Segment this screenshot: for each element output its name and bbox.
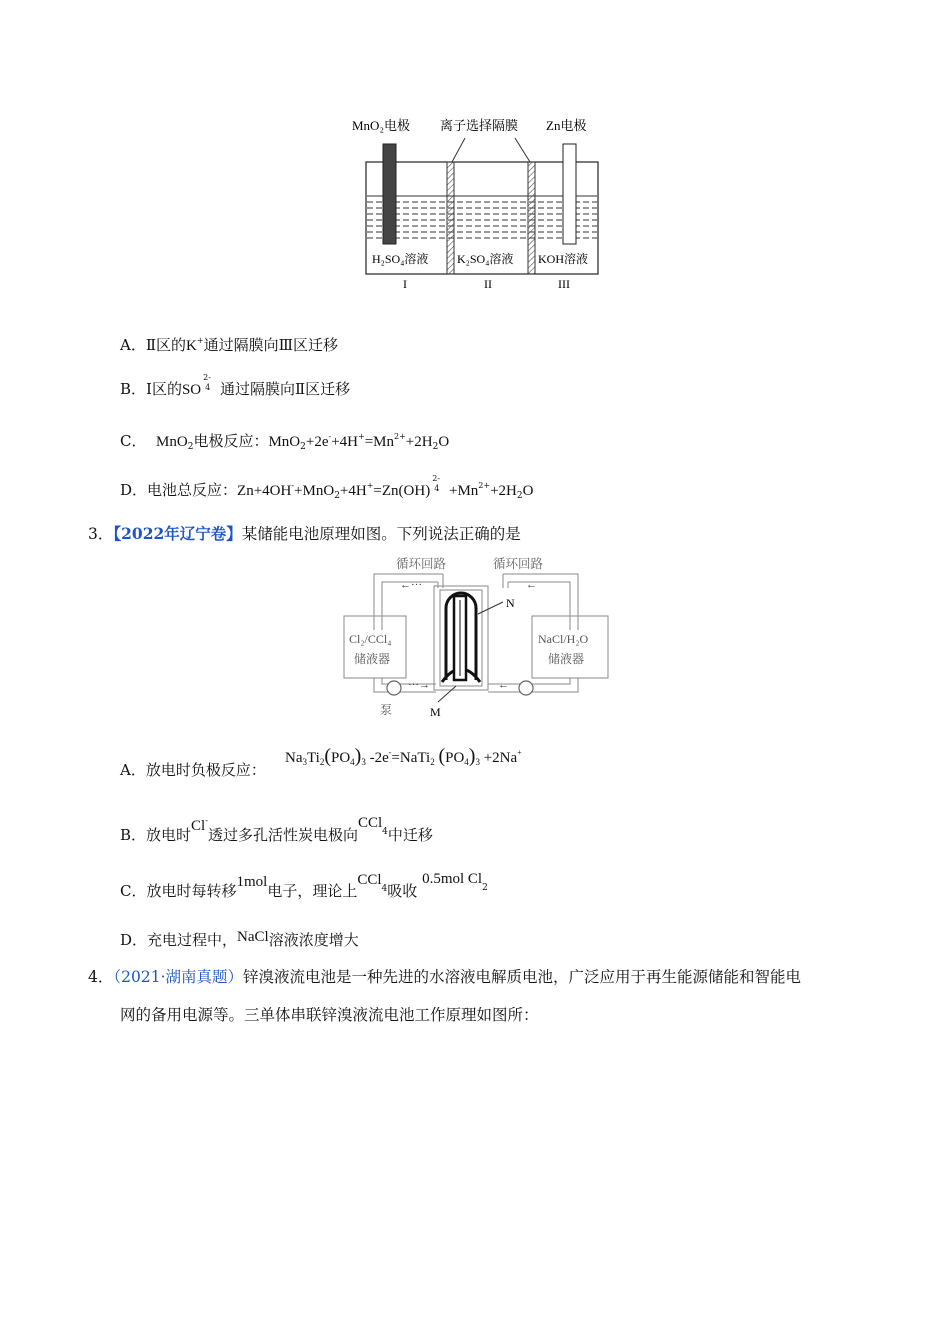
q3-option-b[interactable]: B．放电时Cl-透过多孔活性炭电极向CCl$^4$中迁移 [120,815,433,844]
membrane-pointer-right [515,138,530,162]
pump-right [519,681,533,695]
right-tank-label-2: 储液器 [548,652,585,666]
mno2-electrode [383,144,396,244]
zn-electrode [563,144,576,244]
q2-option-b[interactable]: B．Ⅰ区的SO 2- 4 通过隔膜向Ⅱ区迁移 [120,373,351,398]
label-zn-electrode: Zn电极 [546,118,587,133]
label-pump: 泵 [380,703,393,717]
label-k2so4-solution: K₂SO₄溶液 [457,252,514,266]
q3-option-c[interactable]: C．放电时每转移1mol电子，理论上CCl$^4$吸收 0.5mol Cl$^2$ [120,871,488,900]
q2-option-c[interactable]: C． MnO$_2$电极反应：$MnO_2+2e^-+4H^+=Mn^{2+}+2H_2O$ [120,432,450,452]
loop-label-right: 循环回路 [493,557,544,571]
question-4-stem-line1: 4．（2021·湖南真题）锌溴液流电池是一种先进的水溶液电解质电池，广泛应用于再生能源储能和智能电 [88,968,802,986]
figure-mno2-zn-cell [350,112,610,294]
zone-label-2: II [484,277,492,291]
label-mno2-electrode: MnO₂电极 [352,118,410,133]
membrane-right [528,162,535,274]
label-h2so4-solution: H₂SO₄溶液 [372,252,429,266]
label-n: N [506,596,515,610]
zone-label-1: I [403,277,407,291]
flow-arrow-top-right: ← [526,579,537,591]
label-koh-solution: KOH溶液 [538,252,588,266]
left-tank [344,616,406,678]
q3-option-a[interactable]: A．放电时负极反应： [120,761,266,779]
flow-arrow-top-left: ←··· [400,579,422,591]
label-ion-membrane: 离子选择隔膜 [440,118,519,133]
loop-label-left: 循环回路 [396,557,447,571]
membrane-left [447,162,454,274]
flow-arrow-bottom-right: ← [498,679,509,691]
flow-arrow-bottom-left: ···→ [408,679,430,691]
figure-storage-battery [338,550,614,722]
label-m: M [430,705,441,719]
membrane-pointer-left [452,138,465,162]
pump-left [387,681,401,695]
q2-option-d[interactable]: D．电池总反应：Zn+4OH-+MnO$_2$+4H+=Zn(OH) 2- 4 $+Mn^{2+}+2H_2O$ [120,474,534,501]
left-tank-label-2: 储液器 [354,652,391,666]
left-tank-label-1: Cl₂/CCl₄ [349,632,392,646]
question-3-stem: 3．【2022年辽宁卷】某储能电池原理如图。下列说法正确的是 [88,524,521,543]
q3-option-a-equation: $Na_3Ti_2(PO_4)_3$ -2e-=NaTi$_2$ $(PO_4)_3 +2Na^+$ [285,745,522,767]
right-tank-label-1: NaCl/H₂O [538,632,589,646]
question-4-stem-line2: 网的备用电源等。三单体串联锌溴液流电池工作原理如图所： [120,1006,539,1024]
zone-label-3: III [558,277,570,291]
q3-option-d[interactable]: D．充电过程中，NaCl溶液浓度增大 [120,929,359,949]
q2-option-a[interactable]: A．Ⅱ区的K+通过隔膜向Ⅲ区迁移 [120,336,339,354]
